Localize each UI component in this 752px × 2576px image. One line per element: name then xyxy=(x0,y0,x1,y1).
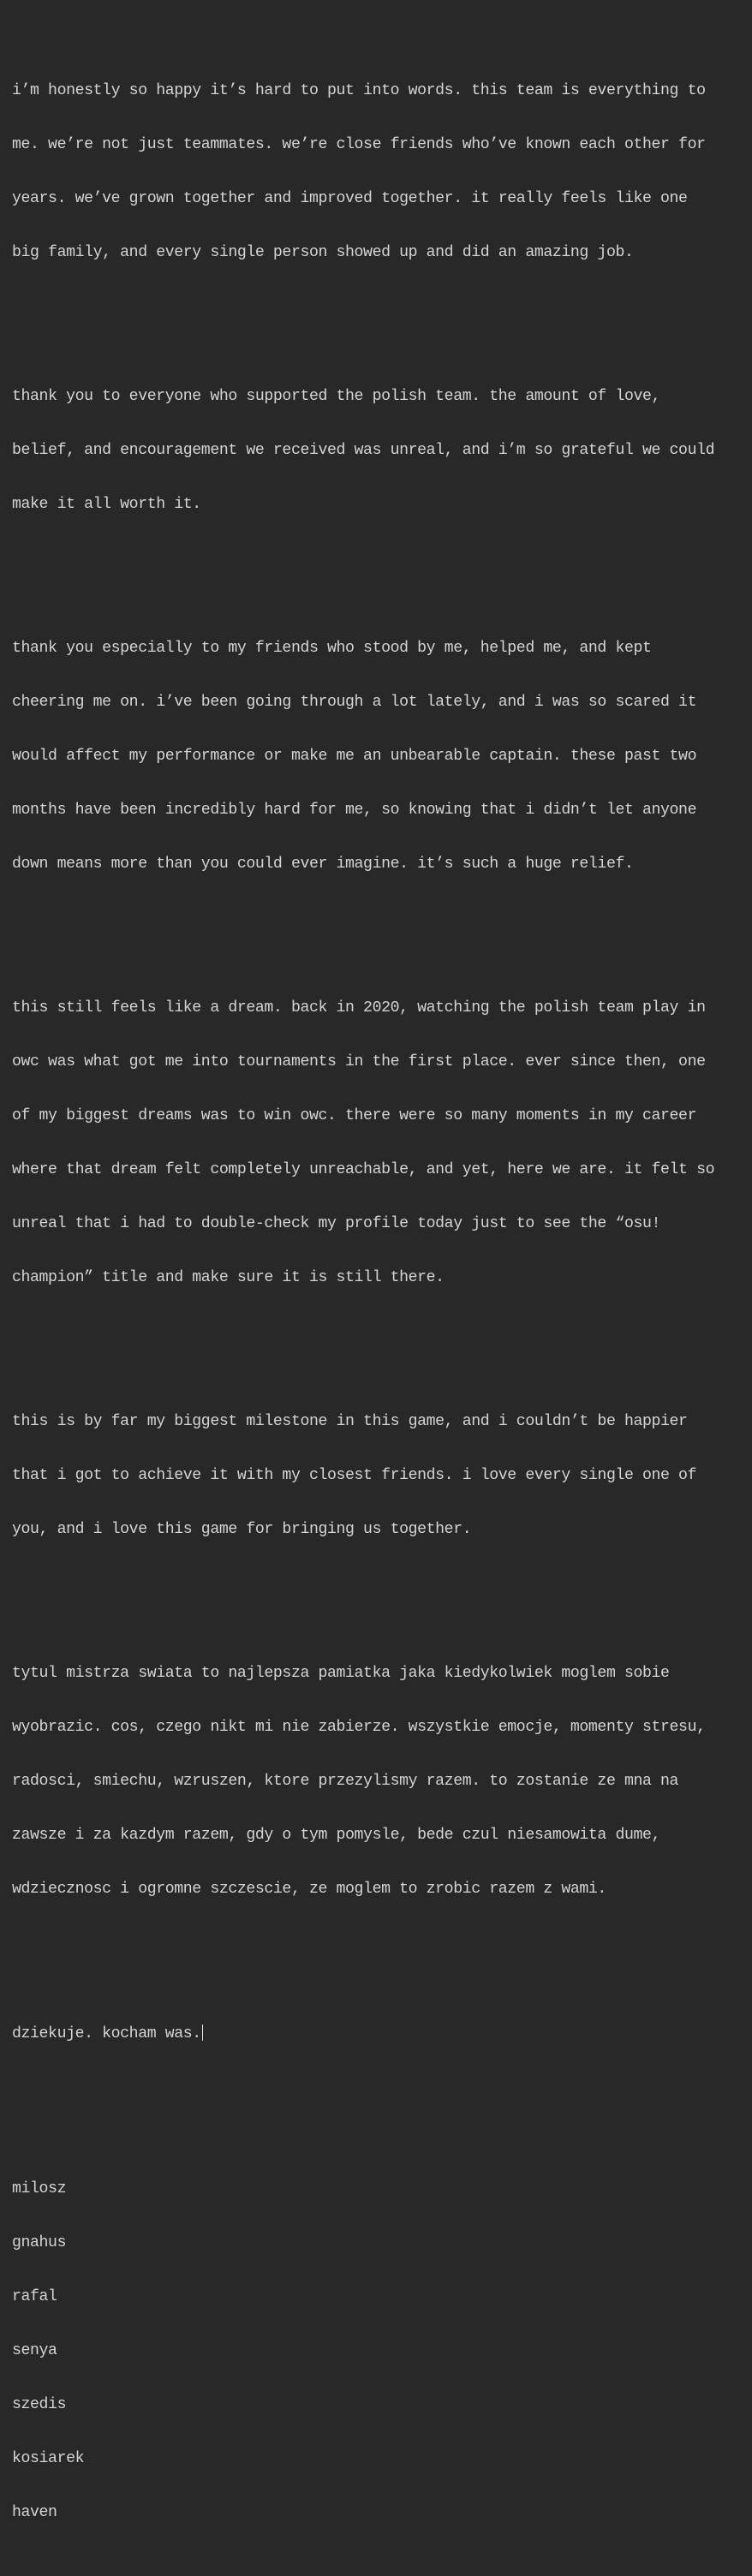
name-line: senya xyxy=(12,2342,57,2359)
closing-paragraph xyxy=(12,1989,752,2078)
paragraph xyxy=(12,352,752,550)
text-line: tytul mistrza swiata to najlepsza pamiatka jaka kiedykolwiek moglem sobie xyxy=(12,1665,670,1682)
text-line: would affect my performance or make me an unbearable captain. these past two xyxy=(12,748,697,765)
paragraph xyxy=(12,1377,752,1575)
name-line: milosz xyxy=(12,2180,67,2197)
closing-line xyxy=(12,2024,752,2042)
text-line: belief, and encouragement we received was unreal, and i’m so grateful we could xyxy=(12,442,715,459)
text-cursor xyxy=(202,2024,204,2041)
text-line: big family, and every single person showed up and did an amazing job. xyxy=(12,244,634,261)
signature-names xyxy=(12,2144,752,2558)
text-line: thank you to everyone who supported the polish team. the amount of love, xyxy=(12,388,661,405)
paragraph xyxy=(12,604,752,909)
text-line: me. we’re not just teammates. we’re close friends who’ve known each other for xyxy=(12,136,706,153)
text-line: champion” title and make sure it is still there. xyxy=(12,1269,445,1286)
name-line: szedis xyxy=(12,2396,67,2413)
paragraph xyxy=(12,46,752,298)
text-line: of my biggest dreams was to win owc. there were so many moments in my career xyxy=(12,1107,697,1124)
paragraph xyxy=(12,963,752,1323)
text-line: thank you especially to my friends who stood by me, helped me, and kept xyxy=(12,640,652,657)
paragraph xyxy=(12,1629,752,1935)
text-line: years. we’ve grown together and improved together. it really feels like one xyxy=(12,190,688,207)
text-line: this still feels like a dream. back in 2020, watching the polish team play in xyxy=(12,999,706,1017)
name-line: gnahus xyxy=(12,2234,67,2251)
text-line: where that dream felt completely unreachable, and yet, here we are. it felt so xyxy=(12,1161,715,1178)
closing-text: dziekuje. kocham was. xyxy=(12,2025,201,2042)
text-line: this is by far my biggest milestone in this game, and i couldn’t be happier xyxy=(12,1413,688,1430)
text-line: i’m honestly so happy it’s hard to put into words. this team is everything to xyxy=(12,82,706,99)
text-line: wdziecznosc i ogromne szczescie, ze moglem to zrobic razem z wami. xyxy=(12,1881,606,1898)
text-line: months have been incredibly hard for me, so knowing that i didn’t let anyone xyxy=(12,802,697,819)
text-line: cheering me on. i’ve been going through a lot lately, and i was so scared it xyxy=(12,694,697,711)
text-line: owc was what got me into tournaments in the first place. ever since then, one xyxy=(12,1053,706,1070)
text-line: unreal that i had to double-check my profile today just to see the “osu! xyxy=(12,1215,661,1232)
text-line: zawsze i za kazdym razem, gdy o tym pomysle, bede czul niesamowita dume, xyxy=(12,1827,661,1844)
text-line: that i got to achieve it with my closest friends. i love every single one of xyxy=(12,1467,697,1484)
text-line: down means more than you could ever imagine. it’s such a huge relief. xyxy=(12,856,634,873)
name-line: kosiarek xyxy=(12,2450,85,2467)
text-line: wyobrazic. cos, czego nikt mi nie zabierze. wszystkie emocje, momenty stresu, xyxy=(12,1719,706,1736)
text-line: make it all worth it. xyxy=(12,496,201,513)
text-line: you, and i love this game for bringing us together. xyxy=(12,1521,472,1538)
text-line: radosci, smiechu, wzruszen, ktore przezylismy razem. to zostanie ze mna na xyxy=(12,1773,679,1790)
name-line: rafal xyxy=(12,2288,57,2305)
name-line: haven xyxy=(12,2504,57,2521)
